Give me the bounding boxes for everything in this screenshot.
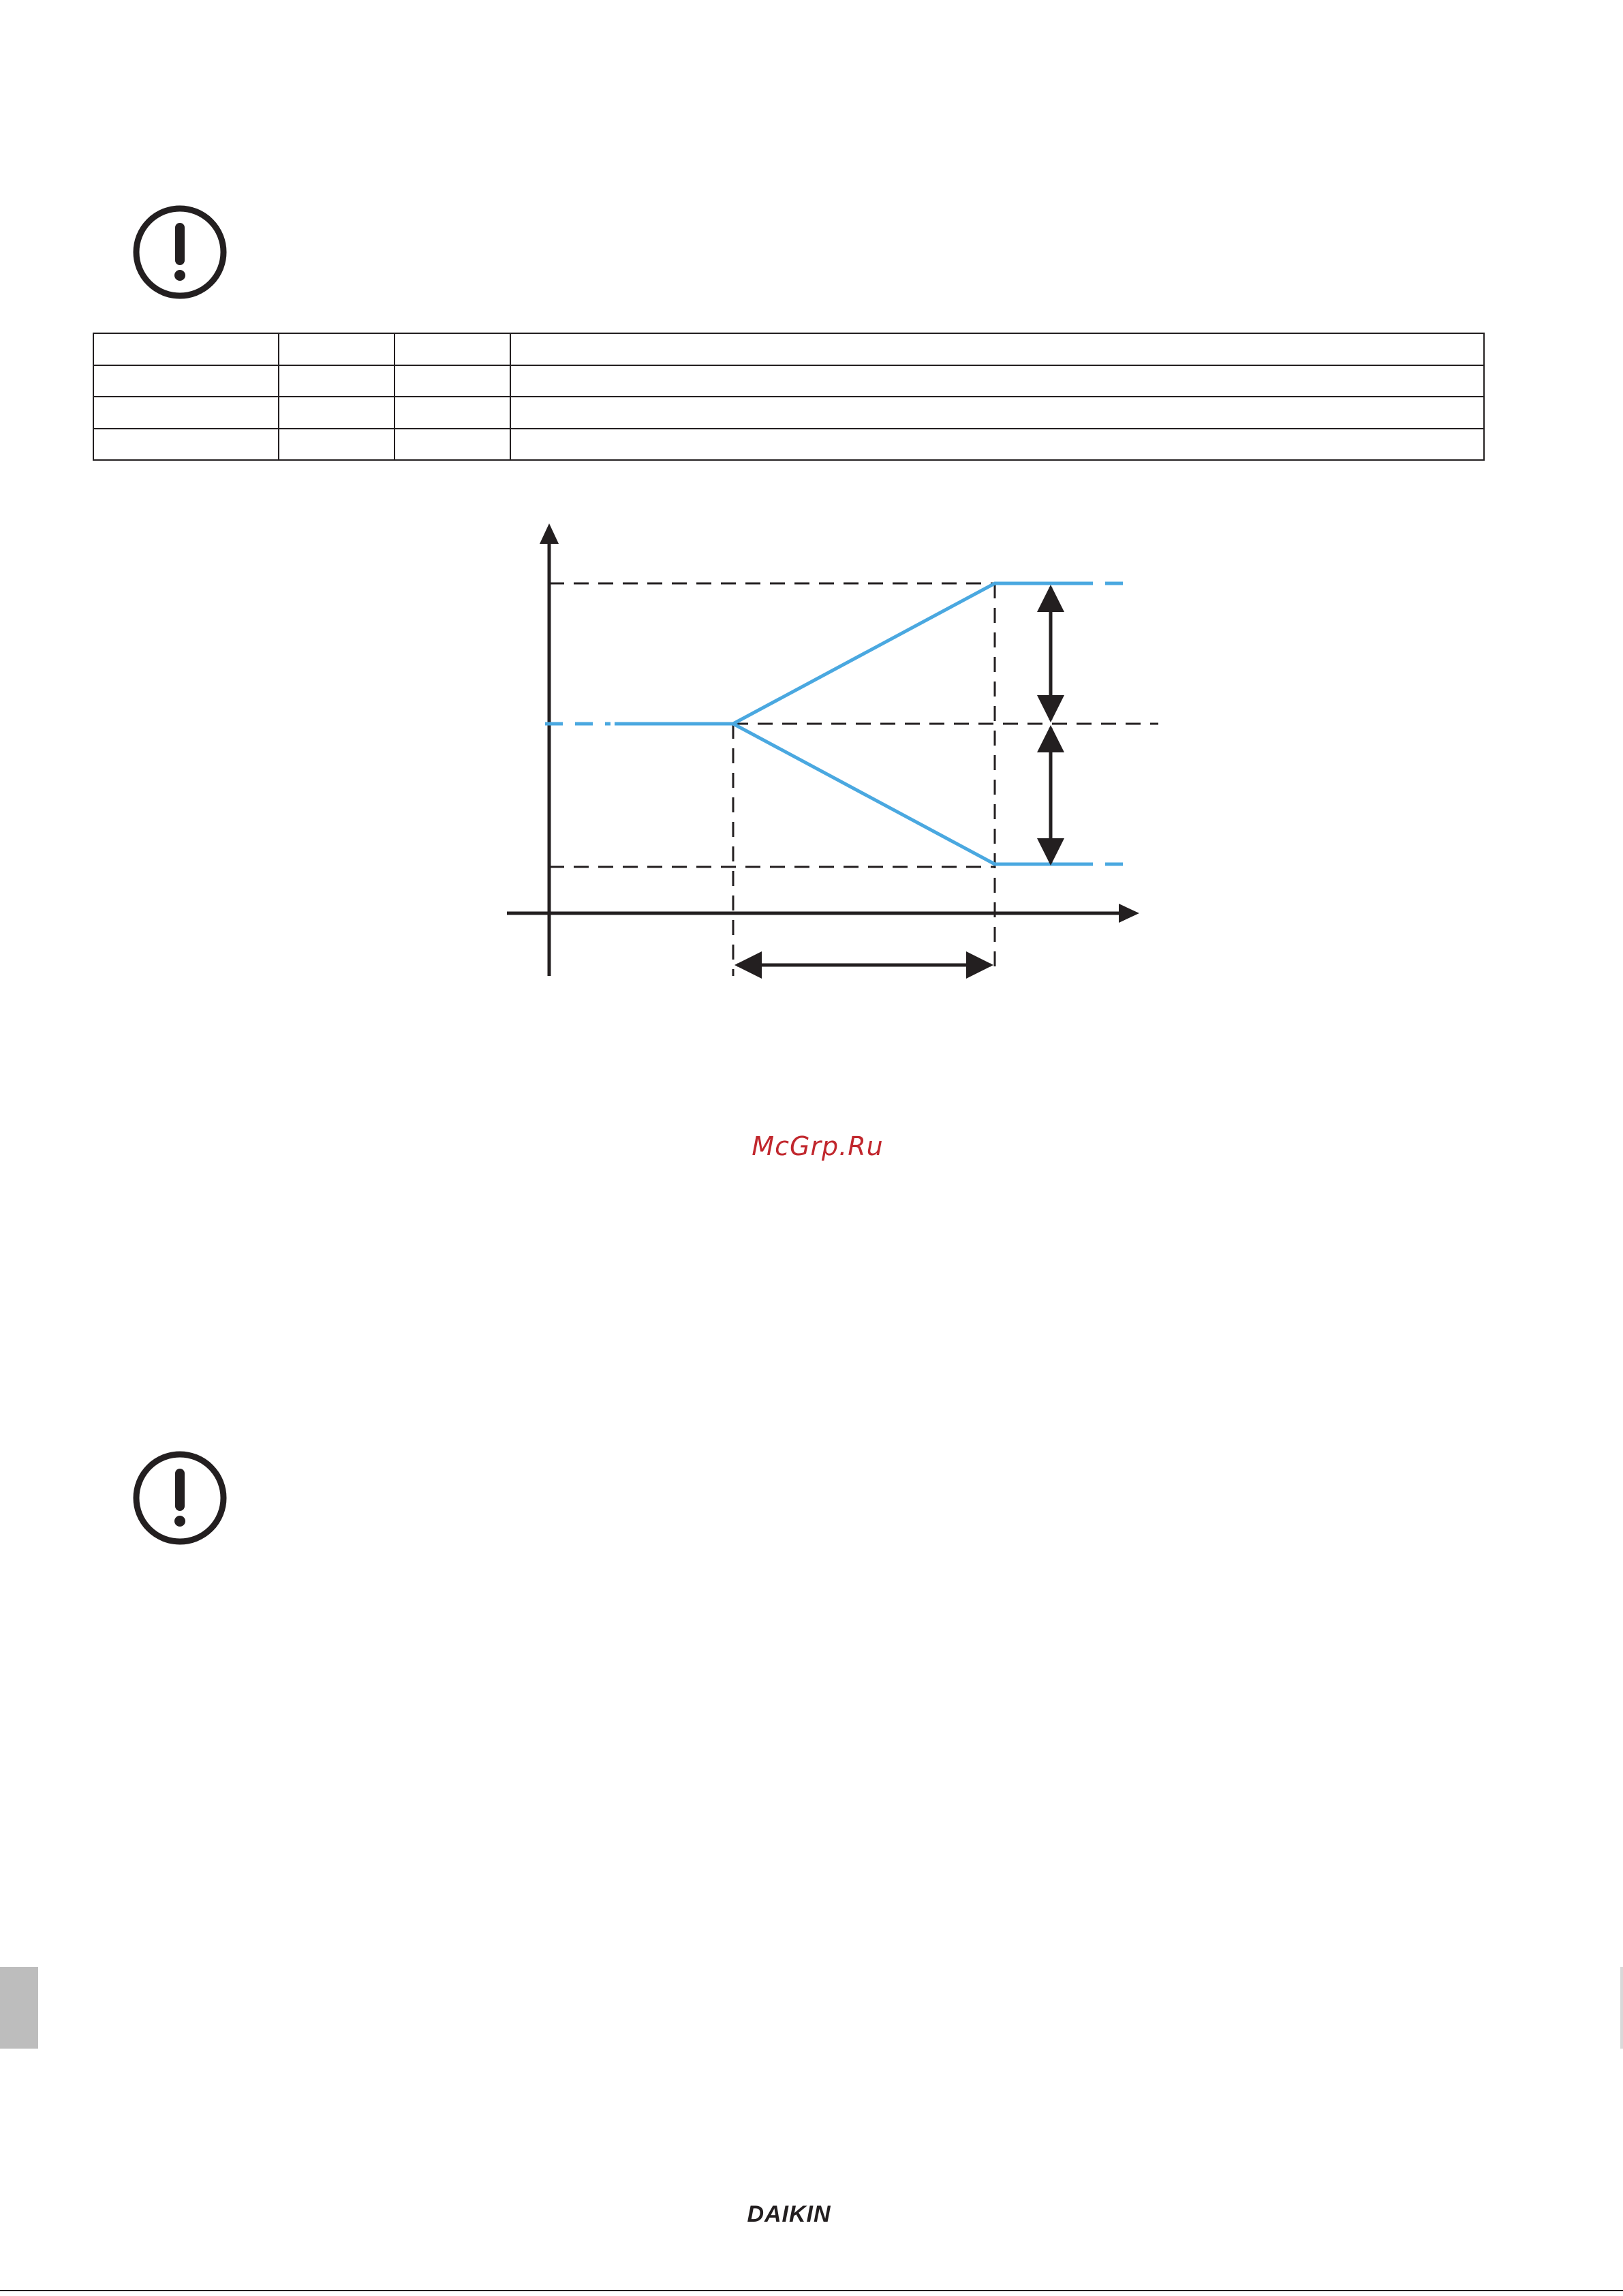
upper-limit-line (615, 583, 1075, 724)
daikin-logo (735, 2200, 844, 2227)
lower-limit-line (615, 724, 1075, 864)
warning-exclamation-icon (131, 1449, 229, 1547)
x-axis-arrowhead (1119, 904, 1139, 923)
page-edge-mark (1620, 1967, 1623, 2049)
chapter-tab (0, 1967, 38, 2049)
y-axis-arrowhead (540, 523, 559, 544)
limit-ramp-diagram (0, 0, 1623, 1022)
watermark: McGrp.Ru (752, 1131, 884, 1161)
footer-rule (0, 2290, 1623, 2291)
svg-text:DAIKIN: DAIKIN (747, 2201, 831, 2227)
